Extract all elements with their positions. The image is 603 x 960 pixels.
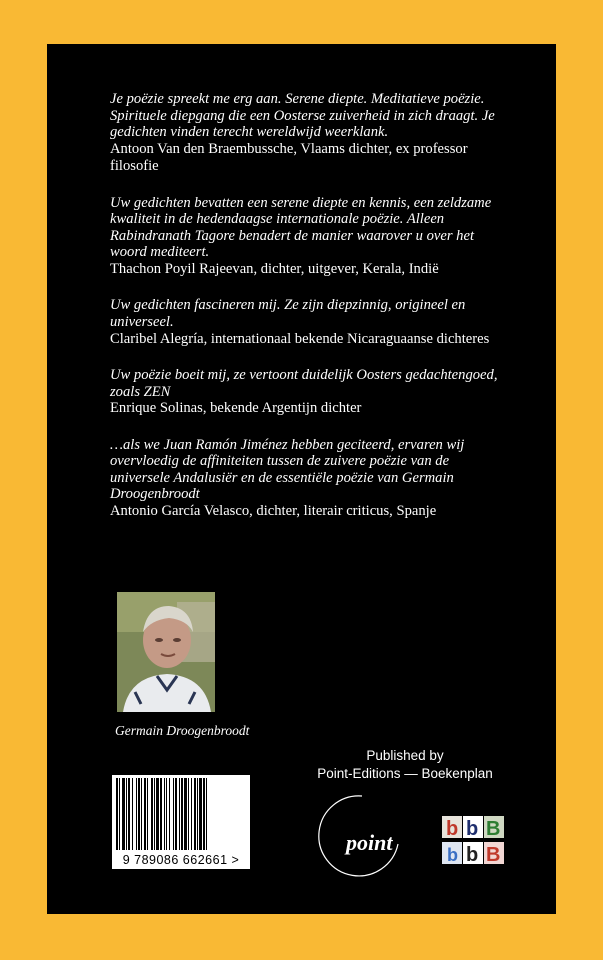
barcode-bar [194,778,196,850]
barcode-bar [184,778,187,850]
quote-author: Enrique Solinas, bekende Argentijn dichter [110,400,362,417]
quote-text: Uw gedichten fascineren mij. Ze zijn diepzinnig, origineel en universeel. [110,297,466,330]
barcode-bar [166,778,167,850]
quote-block [110,367,510,418]
barcode-bar [179,778,180,850]
barcode-bar [191,778,192,850]
barcode-digits: 9 789086 662661 > [122,853,240,867]
point-logo-graphic [310,792,410,882]
barcode-bar [169,778,170,850]
boekenplan-logo [440,812,506,868]
publisher-names: Point-Editions — Boekenplan [317,766,493,781]
quote-block [110,91,510,176]
barcode-bar [151,778,153,850]
barcode-bar [154,778,155,850]
publisher-line: Published by [366,748,444,763]
quote-block [110,437,510,521]
quote-text: Je poëzie spreekt me erg aan. Serene diepte. Meditatieve poëzie. Spirituele diepgang die een Oosterse zuiverheid in zich draagt. Je gedichten vinden terecht wereldwijd weerklank. [110,91,495,141]
isbn-barcode [112,775,250,869]
bbb-letter: b [446,818,459,840]
barcode-bar [132,778,133,850]
barcode-bar [175,778,177,850]
quote-text: Uw poëzie boeit mij, ze vertoont duidelijk Oosters gedachtengoed, zoals ZEN [110,366,498,400]
barcode-bar [156,778,159,850]
photo-caption: Germain Droogenbroodt [115,723,250,738]
barcode-bar [136,778,137,850]
quote-author: Thachon Poyil Rajeevan, dichter, uitgever, Kerala, Indië [110,260,439,277]
barcode-bar [203,778,205,850]
barcode-bar [197,778,198,850]
quote-block [110,195,510,279]
quote-text: Uw gedichten bevatten een serene diepte en kennis, een zeldzame kwaliteit in de hedendaagse internationale poëzie. Alleen Rabindranath Tagore benadert de manier waarover u over het woord mediteert. [110,194,492,261]
quote-block [110,297,510,348]
barcode-bar [126,778,127,850]
bbb-letter: b [466,818,479,840]
point-editions-logo [310,792,410,882]
barcode-bar [173,778,174,850]
barcode-bar [160,778,162,850]
quote-author: Antoon Van den Braembussche, Vlaams dichter, ex professor filosofie [110,140,468,175]
quote-author: Antonio García Velasco, dichter, literair criticus, Spanje [110,502,437,519]
barcode-bar [144,778,146,850]
quote-text: …als we Juan Ramón Jiménez hebben geciteerd, ervaren wij overvloedig de affiniteiten tussen de zuivere poëzie van de universele Andalusiër en de essentiële poëzie van Germain Droogenbroodt [110,436,465,503]
barcode-bar [116,778,118,850]
author-portrait-image [117,592,215,712]
barcode-bar [138,778,140,850]
barcode-bar [188,778,189,850]
bbb-letter: b [447,845,458,865]
bbb-letter: B [486,818,501,840]
barcode-bar [164,778,165,850]
publisher-info [302,747,508,783]
barcode-bars [116,778,246,850]
quotes-section [110,91,510,539]
barcode-bar [141,778,142,850]
barcode-bar [119,778,120,850]
barcode-bar [199,778,202,850]
back-cover [47,44,556,914]
bbb-letter: B [486,844,501,866]
author-photo [117,592,215,712]
barcode-bar [206,778,207,850]
bbb-logo-graphic [440,812,506,868]
barcode-bar [181,778,183,850]
barcode-bar [122,778,125,850]
quote-author: Claribel Alegría, internationaal bekende Nicaraguaanse dichteres [110,330,490,347]
bbb-letter: b [466,844,479,866]
barcode-bar [128,778,130,850]
barcode-bar [147,778,148,850]
point-logo-text: point [346,830,393,855]
